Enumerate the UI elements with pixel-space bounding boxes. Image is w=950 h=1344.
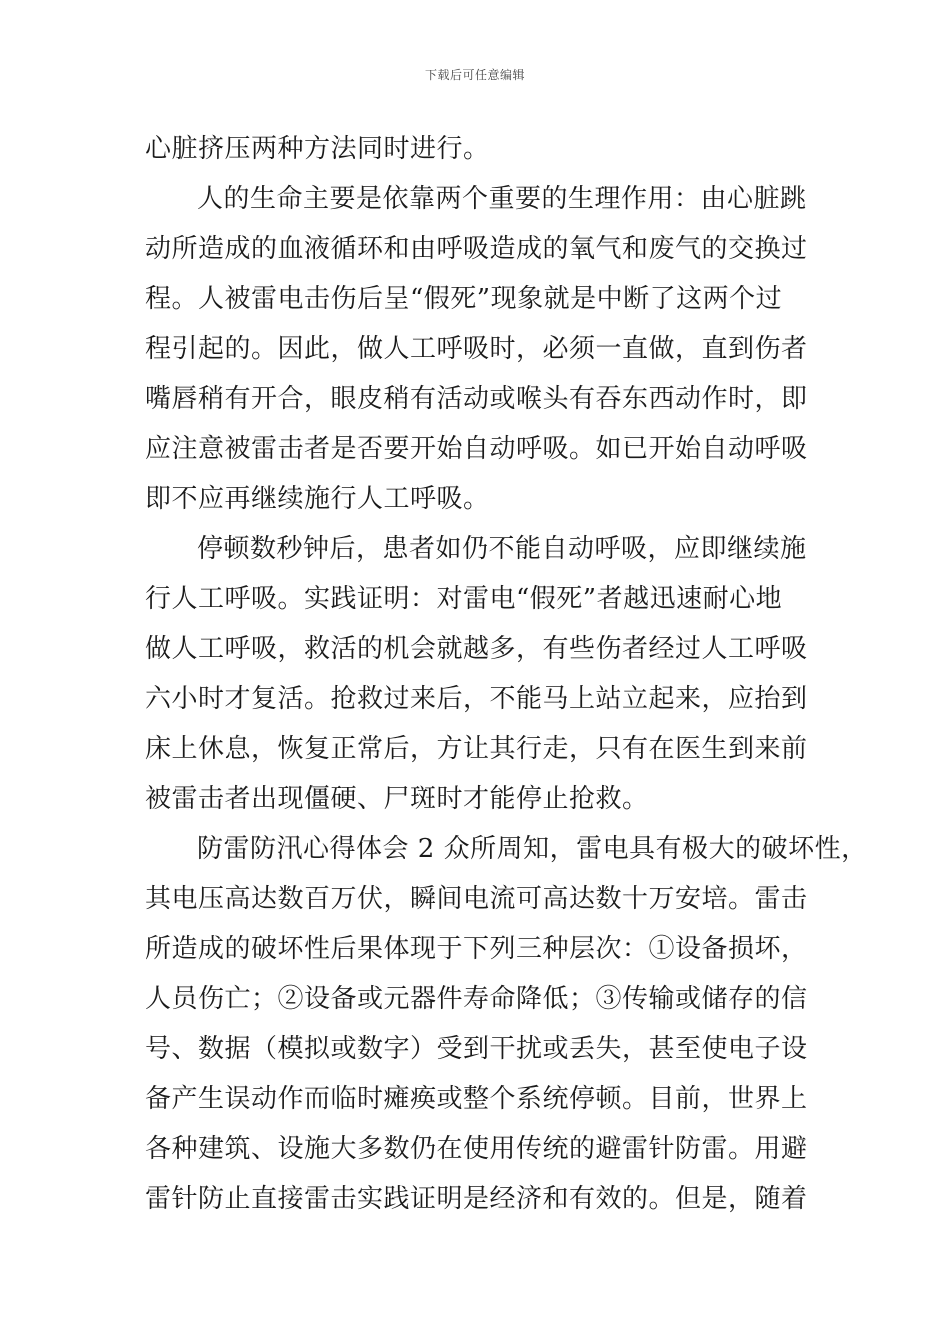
text-line: 其电压高达数百万伏，瞬间电流可高达数十万安培。雷击 — [145, 884, 808, 914]
text-line: 被雷击者出现僵硬、尸斑时才能停止抢救。 — [145, 784, 649, 814]
text-line: 床上休息，恢复正常后，方让其行走，只有在医生到来前 — [145, 734, 808, 764]
document-body — [145, 124, 868, 1224]
text-line: 行人工呼吸。实践证明：对雷电“假死”者越迅速耐心地 — [145, 584, 783, 614]
text-line: 号、数据（模拟或数字）受到干扰或丢失，甚至使电子设 — [145, 1034, 808, 1064]
text-line: 心脏挤压两种方法同时进行。 — [145, 134, 490, 164]
text-line: 即不应再继续施行人工呼吸。 — [145, 484, 490, 514]
text-line: 备产生误动作而临时瘫痪或整个系统停顿。目前，世界上 — [145, 1084, 808, 1114]
text-line: 程。人被雷电击伤后呈“假死”现象就是中断了这两个过 — [145, 284, 783, 314]
text-line: 嘴唇稍有开合，眼皮稍有活动或喉头有吞东西动作时，即 — [145, 384, 808, 414]
paragraph-start-line: 人的生命主要是依靠两个重要的生理作用：由心脏跳 — [197, 184, 807, 214]
text-line: 动所造成的血液循环和由呼吸造成的氧气和废气的交换过 — [145, 234, 808, 264]
text-line: 程引起的。因此，做人工呼吸时，必须一直做，直到伤者 — [145, 334, 808, 364]
paragraph-start-line: 停顿数秒钟后，患者如仍不能自动呼吸，应即继续施 — [197, 534, 807, 564]
text-line: 雷针防止直接雷击实践证明是经济和有效的。但是，随着 — [145, 1184, 808, 1214]
text-line: 人员伤亡；②设备或元器件寿命降低；③传输或储存的信 — [145, 984, 808, 1014]
text-line: 各种建筑、设施大多数仍在使用传统的避雷针防雷。用避 — [145, 1134, 808, 1164]
page-header: 下载后可任意编辑 — [424, 68, 525, 82]
text-line: 六小时才复活。抢救过来后，不能马上站立起来，应抬到 — [145, 684, 808, 714]
text-line: 所造成的破坏性后果体现于下列三种层次：①设备损坏， — [145, 934, 808, 964]
text-line: 做人工呼吸，救活的机会就越多，有些伤者经过人工呼吸 — [145, 634, 808, 664]
text-line: 应注意被雷击者是否要开始自动呼吸。如已开始自动呼吸 — [145, 434, 808, 464]
paragraph-start-line: 防雷防汛心得体会 2 众所周知，雷电具有极大的破坏性， — [197, 834, 868, 864]
